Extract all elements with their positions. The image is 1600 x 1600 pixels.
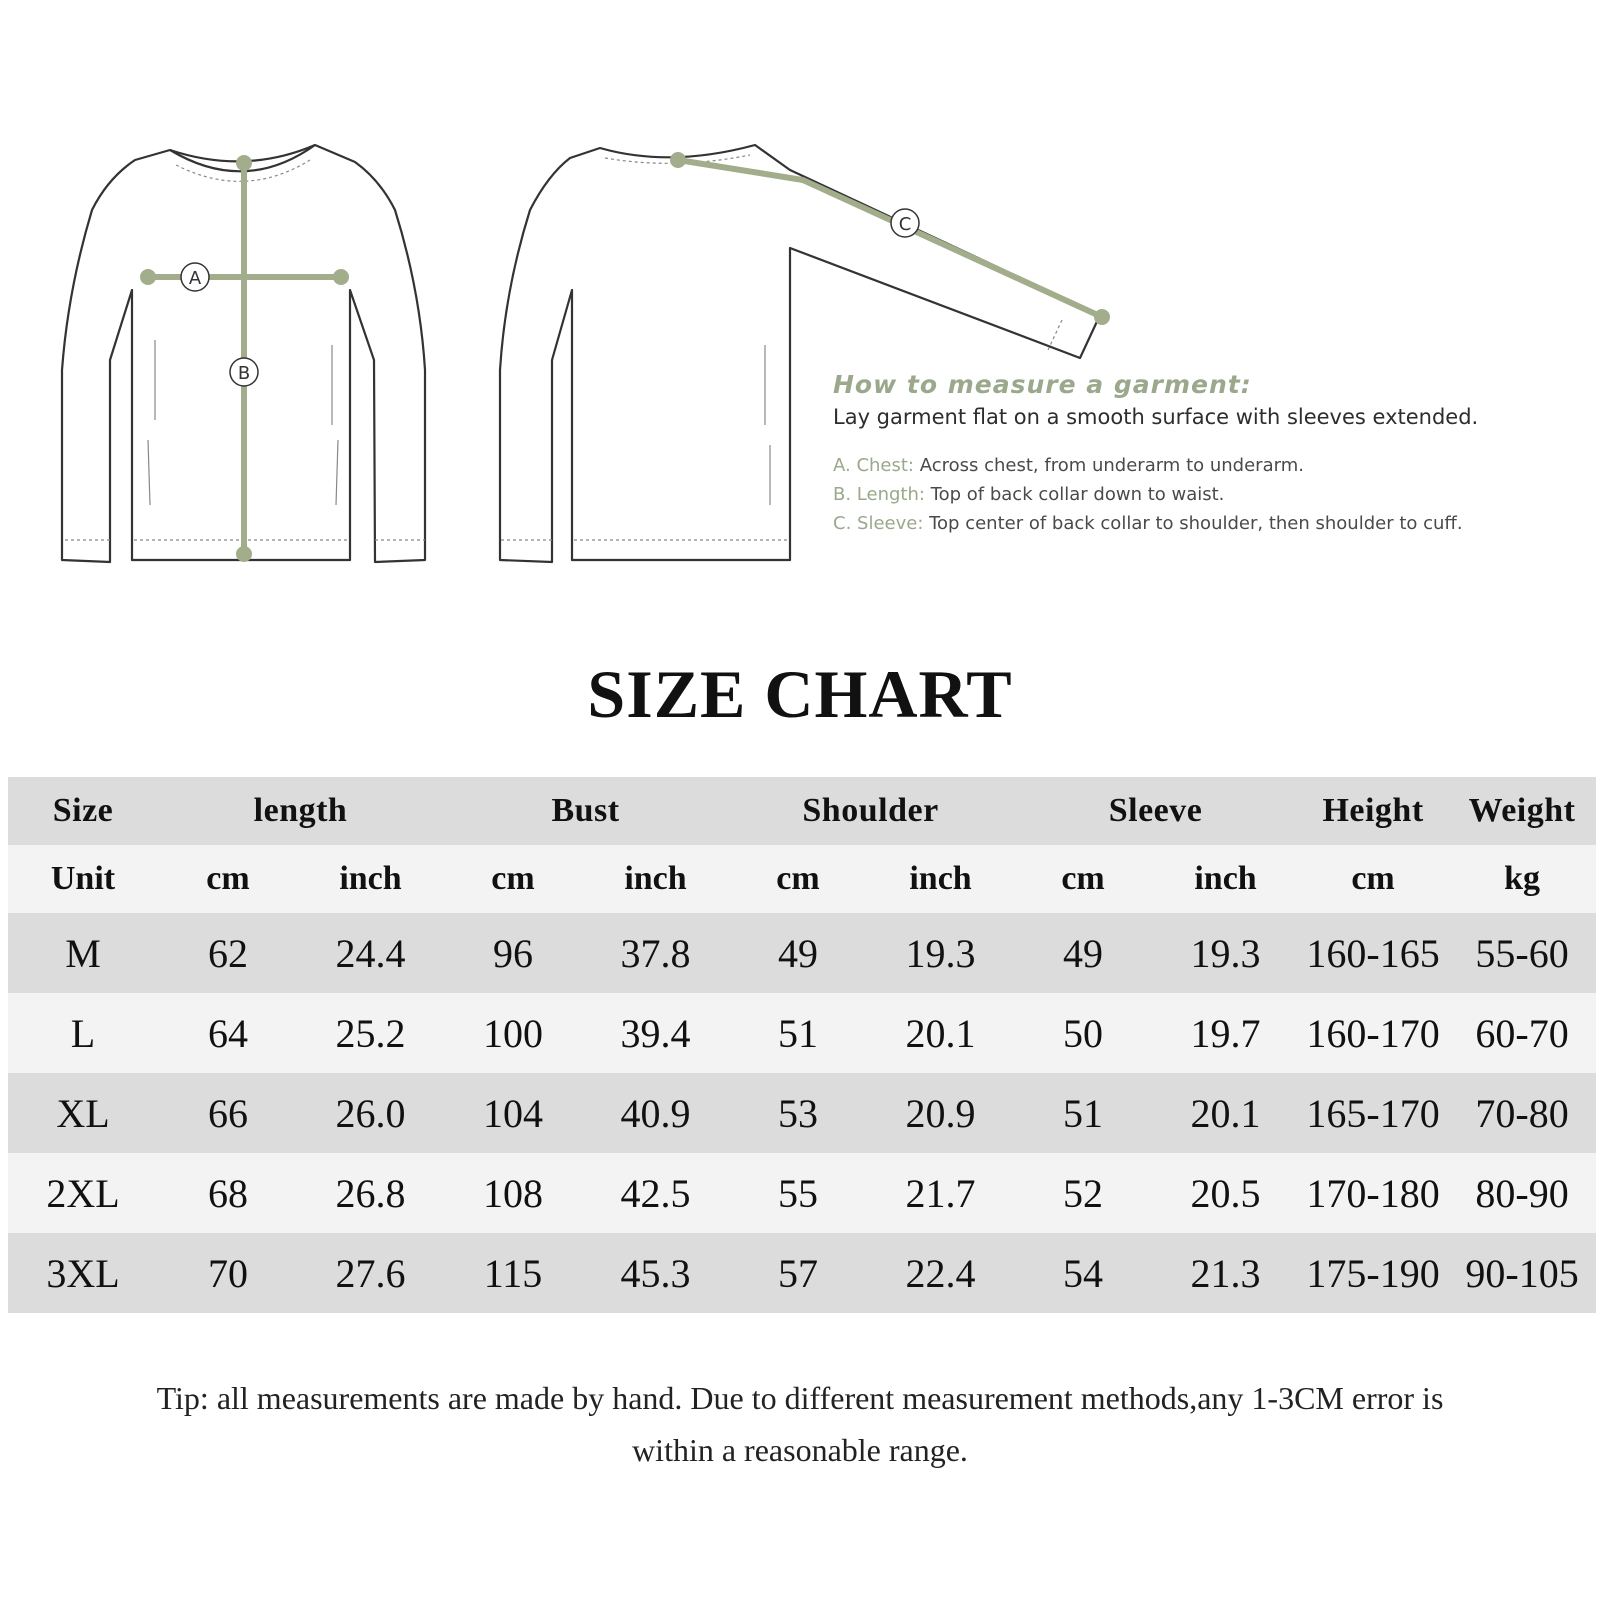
size-cell: 3XL	[46, 1250, 120, 1296]
marker-c-label: C	[898, 214, 912, 235]
unit-cell: Unit	[50, 860, 116, 897]
header-length: length	[253, 792, 348, 829]
table-cell: 37.8	[620, 930, 691, 976]
table-cell: 22.4	[905, 1250, 976, 1296]
guide-item-label: B. Length:	[833, 484, 925, 505]
table-cell: 21.3	[1190, 1250, 1261, 1296]
unit-row	[8, 845, 1596, 913]
table-cell: 19.3	[905, 930, 976, 976]
table-cell: 27.6	[335, 1250, 406, 1296]
header-height: Height	[1322, 792, 1424, 829]
tip-line-2: within a reasonable range.	[632, 1432, 968, 1468]
marker-c	[891, 209, 919, 237]
table-cell: 20.5	[1190, 1170, 1261, 1216]
guide-item-text: Across chest, from underarm to underarm.	[914, 455, 1304, 476]
unit-cell: kg	[1504, 860, 1540, 897]
header-size: Size	[52, 792, 114, 829]
table-cell: 54	[1063, 1250, 1104, 1296]
unit-cell: inch	[339, 860, 402, 897]
guide-item-text: Top of back collar down to waist.	[924, 484, 1225, 505]
table-cell: 104	[483, 1090, 543, 1136]
table-cell: 68	[208, 1170, 248, 1216]
header-bust: Bust	[551, 792, 620, 829]
unit-cell: inch	[624, 860, 687, 897]
table-cell: 66	[208, 1090, 248, 1136]
marker-b	[230, 358, 258, 386]
table-row	[8, 993, 1596, 1073]
table-row	[8, 1233, 1596, 1313]
header-row	[8, 777, 1596, 845]
table-cell: 19.7	[1190, 1010, 1261, 1056]
header-sleeve: Sleeve	[1108, 792, 1203, 829]
table-cell: 57	[778, 1250, 819, 1296]
table-row	[8, 913, 1596, 993]
table-cell: 50	[1063, 1010, 1104, 1056]
table-cell: 26.8	[335, 1170, 406, 1216]
measure-guide	[833, 370, 1593, 542]
guide-item-text: Top center of back collar to shoulder, then shoulder to cuff.	[923, 513, 1463, 534]
guide-item-length	[833, 484, 1593, 505]
table-cell: 49	[1063, 930, 1104, 976]
table-cell: 42.5	[620, 1170, 691, 1216]
marker-a	[181, 263, 209, 291]
guide-title: How to measure a garment:	[833, 370, 1252, 399]
size-cell: L	[70, 1010, 96, 1056]
table-cell: 52	[1063, 1170, 1104, 1216]
measurement-diagram	[0, 0, 1600, 620]
unit-cell: cm	[206, 860, 250, 897]
unit-cell: cm	[491, 860, 535, 897]
size-cell: M	[65, 930, 101, 976]
table-cell: 60-70	[1475, 1010, 1569, 1056]
table-cell: 21.7	[905, 1170, 976, 1216]
page-title: SIZE CHART	[587, 656, 1013, 732]
table-cell: 19.3	[1190, 930, 1261, 976]
table-cell: 115	[483, 1250, 543, 1296]
table-cell: 70	[208, 1250, 248, 1296]
table-row	[8, 1153, 1596, 1233]
table-cell: 160-165	[1306, 930, 1440, 976]
header-shoulder: Shoulder	[802, 792, 939, 829]
marker-b-label: B	[237, 363, 251, 384]
table-cell: 20.1	[905, 1010, 976, 1056]
guide-item-chest	[833, 455, 1593, 476]
table-cell: 39.4	[620, 1010, 691, 1056]
table-cell: 20.1	[1190, 1090, 1261, 1136]
guide-item-label: C. Sleeve:	[833, 513, 924, 534]
guide-item-label: A. Chest:	[833, 455, 914, 476]
guide-intro: Lay garment flat on a smooth surface with sleeves extended.	[833, 405, 1479, 429]
table-cell: 64	[208, 1010, 248, 1056]
table-cell: 170-180	[1306, 1170, 1440, 1216]
table-cell: 175-190	[1306, 1250, 1440, 1296]
table-cell: 55	[778, 1170, 819, 1216]
table-cell: 40.9	[620, 1090, 691, 1136]
header-weight: Weight	[1468, 792, 1576, 829]
table-row	[8, 1073, 1596, 1153]
table-cell: 96	[493, 930, 533, 976]
table-cell: 70-80	[1475, 1090, 1569, 1136]
unit-cell: inch	[909, 860, 972, 897]
size-cell: 2XL	[46, 1170, 120, 1216]
table-cell: 49	[778, 930, 819, 976]
table-cell: 51	[778, 1010, 819, 1056]
table-cell: 100	[483, 1010, 543, 1056]
table-cell: 80-90	[1475, 1170, 1569, 1216]
unit-cell: cm	[1351, 860, 1395, 897]
table-cell: 53	[778, 1090, 819, 1136]
unit-cell: cm	[776, 860, 820, 897]
tip-note	[20, 1372, 1580, 1476]
table-cell: 108	[483, 1170, 543, 1216]
back-measure-lines	[670, 152, 1110, 325]
table-cell: 51	[1063, 1090, 1104, 1136]
unit-cell: inch	[1194, 860, 1257, 897]
marker-a-label: A	[188, 268, 202, 289]
table-cell: 160-170	[1306, 1010, 1440, 1056]
table-cell: 90-105	[1465, 1250, 1579, 1296]
table-cell: 62	[208, 930, 248, 976]
table-cell: 165-170	[1306, 1090, 1440, 1136]
guide-item-sleeve	[833, 513, 1593, 534]
table-cell: 24.4	[335, 930, 406, 976]
table-cell: 45.3	[620, 1250, 691, 1296]
unit-cell: cm	[1061, 860, 1105, 897]
table-cell: 25.2	[335, 1010, 406, 1056]
tip-line-1: Tip: all measurements are made by hand. Due to different measurement methods,any 1-3CM error is	[156, 1380, 1444, 1416]
table-cell: 26.0	[335, 1090, 406, 1136]
size-chart-table	[8, 777, 1596, 1313]
size-cell: XL	[56, 1090, 110, 1136]
table-cell: 20.9	[905, 1090, 976, 1136]
table-cell: 55-60	[1475, 930, 1569, 976]
